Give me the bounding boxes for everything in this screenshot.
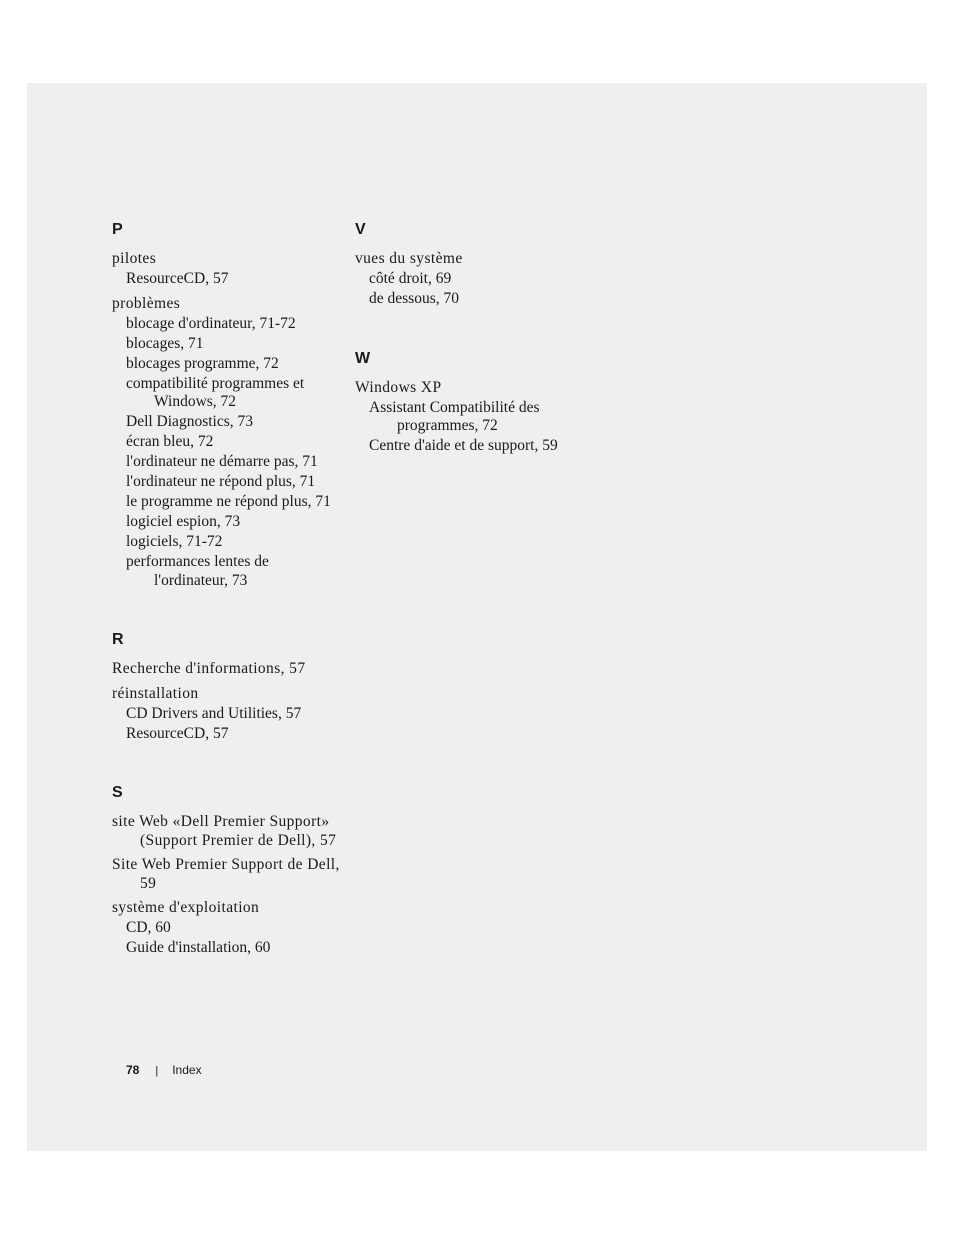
index-term: vues du système — [355, 250, 463, 267]
page — [27, 83, 927, 1151]
index-subentry: l'ordinateur ne répond plus, 71 — [126, 473, 316, 490]
index-subentry: le programme ne répond plus, 71 — [126, 493, 331, 510]
section-letter: P — [112, 221, 123, 238]
index-entry — [112, 660, 340, 679]
index-term: pilotes — [112, 250, 157, 267]
page-footer — [126, 1062, 202, 1079]
index-term: site Web «Dell Premier Support» (Support Premier de Dell), 57 — [112, 813, 337, 849]
index-section-v — [355, 221, 583, 309]
index-entry — [112, 685, 340, 744]
index-subentry: écran bleu, 72 — [126, 433, 214, 450]
page-number: 78 — [126, 1063, 140, 1077]
index-entry — [112, 295, 340, 591]
section-letter: V — [355, 221, 366, 238]
index-subentry: CD Drivers and Utilities, 57 — [126, 704, 302, 722]
footer-separator: | — [155, 1065, 159, 1077]
index-subentry: compatibilité programmes et Windows, 72 — [126, 374, 305, 410]
index-subentry: Dell Diagnostics, 73 — [126, 413, 253, 430]
index-term: Recherche d'informations, 57 — [112, 660, 306, 677]
index-subentry: Centre d'aide et de support, 59 — [369, 437, 558, 454]
index-entry — [112, 813, 340, 850]
index-section-w — [355, 350, 583, 456]
footer-section-title: Index — [172, 1063, 202, 1077]
index-entry — [355, 379, 583, 456]
index-subentry: CD, 60 — [126, 919, 171, 936]
index-subentry: logiciels, 71-72 — [126, 533, 223, 550]
index-entry — [355, 250, 583, 309]
index-section-r — [112, 631, 340, 743]
index-entry — [112, 899, 340, 958]
index-subentry: blocages, 71 — [126, 334, 204, 352]
section-letter: R — [112, 631, 124, 648]
index-term: réinstallation — [112, 684, 199, 702]
index-section-s — [112, 784, 340, 958]
index-subentry: ResourceCD, 57 — [126, 724, 229, 742]
index-term: problèmes — [112, 294, 181, 312]
index-section-p — [112, 221, 340, 590]
index-column-right — [355, 221, 583, 497]
index-subentry: ResourceCD, 57 — [126, 270, 229, 287]
index-term: Site Web Premier Support de Dell, 59 — [112, 856, 340, 892]
index-subentry: performances lentes de l'ordinateur, 73 — [126, 553, 269, 589]
index-subentry: l'ordinateur ne démarre pas, 71 — [126, 453, 318, 470]
index-entry — [112, 856, 340, 893]
index-subentry: blocages programme, 72 — [126, 354, 279, 372]
index-column-left — [112, 221, 340, 999]
index-term: Windows XP — [355, 378, 442, 396]
index-subentry: blocage d'ordinateur, 71-72 — [126, 314, 296, 332]
index-entry — [112, 250, 340, 289]
index-term: système d'exploitation — [112, 899, 260, 916]
section-letter: W — [355, 349, 371, 367]
index-subentry: logiciel espion, 73 — [126, 513, 241, 530]
section-letter: S — [112, 784, 123, 801]
index-subentry: Guide d'installation, 60 — [126, 939, 271, 956]
index-subentry: Assistant Compatibilité des programmes, 72 — [369, 398, 540, 434]
index-subentry: côté droit, 69 — [369, 270, 452, 287]
index-subentry: de dessous, 70 — [369, 290, 459, 307]
